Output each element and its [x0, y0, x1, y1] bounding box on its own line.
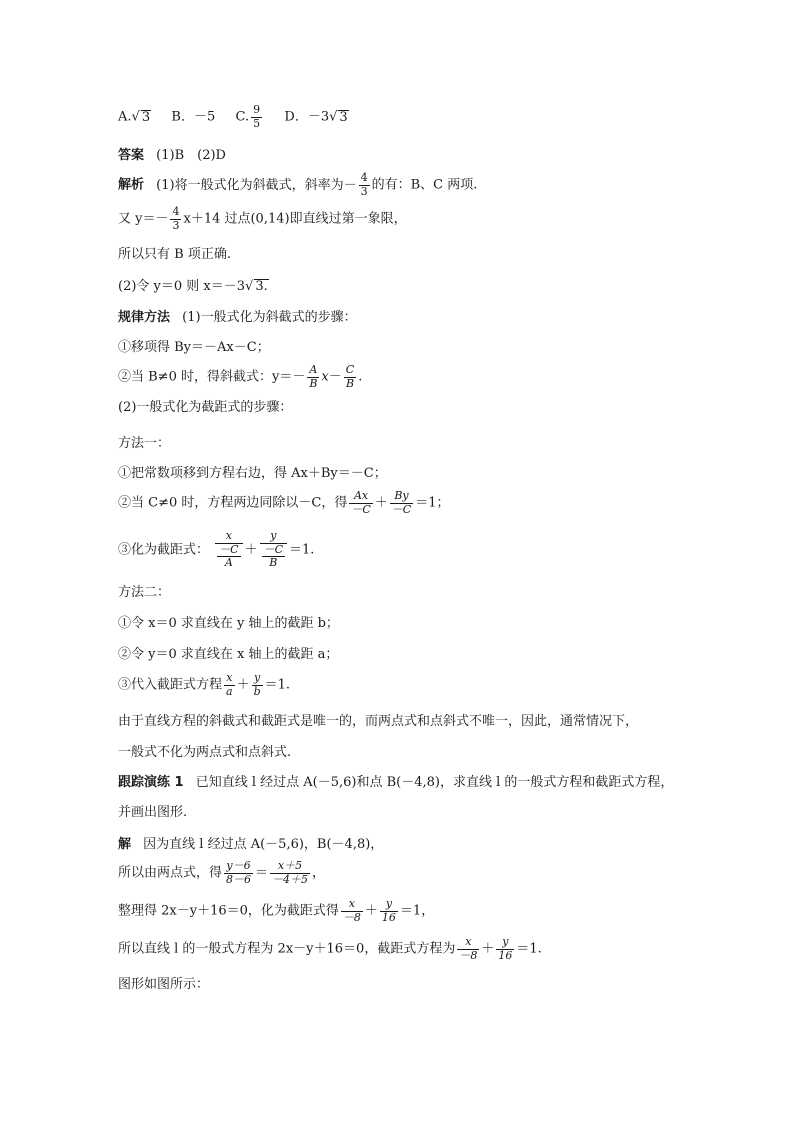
analysis-line-2: 又 y＝－ $\frac{4}{3}$ x＋14 过点(0,14)即直线过第一象限， — [118, 205, 407, 232]
exercise-label: 跟踪演练 1 — [118, 775, 184, 790]
method-two-label: 方法二： — [118, 585, 171, 600]
analysis-line-4: (2)令 y＝0 则 x＝－3√ 3. — [118, 279, 268, 294]
method-title-2: (2)一般式化为截距式的步骤： — [118, 400, 293, 415]
analysis-line-1: 解析 (1)将一般式化为斜截式，斜率为－ $\frac{4}{3}$ 的有：B、C 两项. — [118, 171, 478, 198]
sqrt-icon: √ — [245, 279, 254, 294]
method-conclusion-1: 由于直线方程的斜截式和截距式是唯一的，而两点式和点斜式不唯一，因此，通常情况下， — [118, 714, 639, 729]
solution-line-2: 所以由两点式，得 $\frac{y-6}{8-6}$ ＝ $\frac{x+5}{-4+5}$ ， — [118, 859, 326, 886]
solution-line-1: 解 因为直线 l 经过点 A(－5,6)，B(－4,8)， — [118, 837, 384, 852]
method-step-1: ①移项得 By＝－Ax－C； — [118, 340, 270, 355]
answer-label: 答案 — [118, 148, 145, 163]
method-two-step-1: ①令 x＝0 求直线在 y 轴上的截距 b； — [118, 616, 339, 631]
sqrt-icon: √ — [131, 109, 140, 125]
option-c: C. — [235, 109, 250, 125]
sqrt-icon: √ — [329, 109, 338, 125]
method-one-step-3: ③化为截距式： $\frac{x}{\frac{-C}{A}}$ ＋ $\frac{y}{\frac{-C}{B}}$ ＝1. — [118, 529, 315, 570]
method-label: 规律方法 — [118, 310, 171, 325]
method-conclusion-2: 一般式不化为两点式和点斜式. — [118, 745, 292, 760]
method-two-step-3: ③代入截距式方程 $\frac{x}{a}$ ＋ $\frac{y}{b}$ ＝1. — [118, 671, 291, 698]
fraction: $\frac{9}{5}$ — [253, 103, 261, 130]
options-line: A.√ 3 B．－5 C. $\frac{9}{5}$ D．－3√ 3 — [118, 103, 348, 130]
option-d: D．－3 — [284, 109, 330, 125]
solution-line-5: 图形如图所示： — [118, 977, 210, 992]
method-title-1: 规律方法 (1)一般式化为斜截式的步骤： — [118, 310, 357, 325]
method-one-step-2: ②当 C≠0 时，方程两边同除以－C，得 $\frac{Ax}{-C}$ ＋ $\frac{By}{-C}$ ＝1； — [118, 489, 450, 516]
method-one-step-1: ①把常数项移到方程右边，得 Ax＋By＝－C； — [118, 466, 387, 481]
method-one-label: 方法一： — [118, 436, 171, 451]
answer-text: (1)B (2)D — [156, 148, 226, 163]
analysis-label: 解析 — [118, 177, 145, 193]
answer-line — [118, 149, 226, 162]
exercise-question-2: 并画出图形. — [118, 805, 188, 820]
solution-line-4: 所以直线 l 的一般式方程为 2x－y＋16＝0，截距式方程为 $\frac{x}{-8}$ ＋ $\frac{y}{16}$ ＝1. — [118, 935, 542, 962]
method-step-2: ②当 B≠0 时，得斜截式：y＝－ $\frac{A}{B}$ x－ $\frac{C}{B}$ . — [118, 363, 363, 390]
solution-label: 解 — [118, 837, 132, 852]
method-two-step-2: ②令 y＝0 求直线在 x 轴上的截距 a； — [118, 647, 339, 662]
option-a: A. — [118, 109, 132, 125]
exercise-question-1: 跟踪演练 1 已知直线 l 经过点 A(－5,6)和点 B(－4,8)，求直线 l 的一般式方程和截距式方程， — [118, 775, 674, 790]
option-b: B．－5 — [171, 109, 216, 125]
analysis-line-3: 所以只有 B 项正确. — [118, 247, 231, 262]
solution-line-3: 整理得 2x－y＋16＝0，化为截距式得 $\frac{x}{-8}$ ＋ $\frac{y}{16}$ ＝1， — [118, 897, 435, 924]
